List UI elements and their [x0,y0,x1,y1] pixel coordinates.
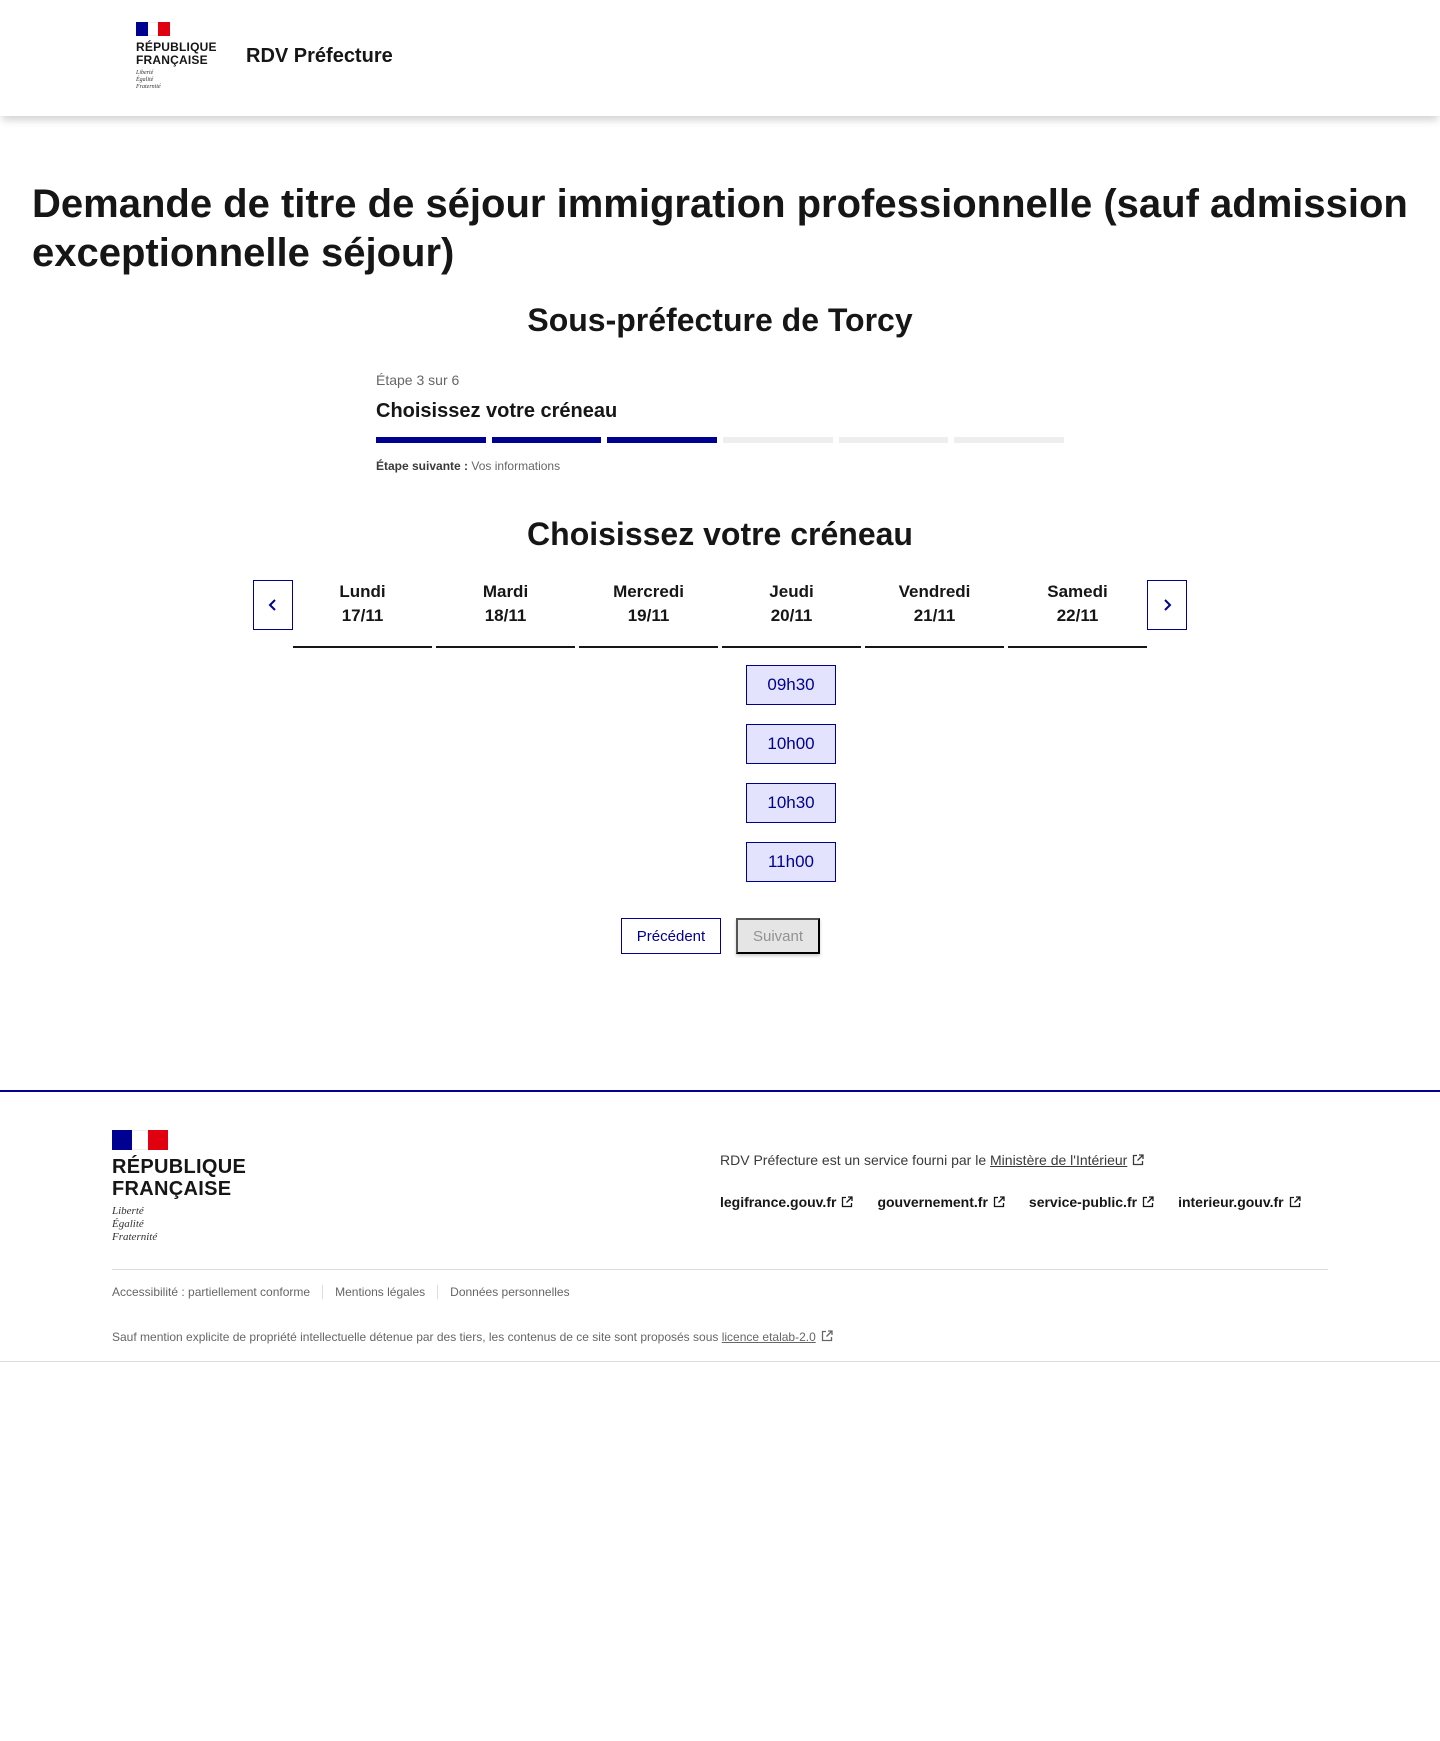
external-link-icon [1289,1196,1301,1208]
footer-license [112,1330,833,1344]
step-bar-1 [376,437,486,443]
next-step-info [376,459,1064,473]
external-link-icon [1142,1196,1154,1208]
day-date: 19/11 [627,606,670,625]
french-flag-icon [136,22,170,36]
prefecture-subtitle: Sous-préfecture de Torcy [527,302,913,338]
time-slot-button[interactable]: 11h00 [746,842,836,882]
external-link-icon [993,1196,1005,1208]
logo-motto: Liberté Égalité Fraternité [136,70,161,90]
footer-logo-text: RÉPUBLIQUE FRANÇAISE [112,1156,247,1200]
footer-link-gouvernement[interactable]: gouvernement.fr [877,1194,1004,1210]
footer-links [720,1194,1301,1210]
day-date: 20/11 [770,606,813,625]
service-title[interactable]: RDV Préfecture [246,45,393,67]
logo-text: RÉPUBLIQUE FRANÇAISE [136,40,217,67]
republique-francaise-logo[interactable] [136,22,216,91]
step-title: Choisissez votre créneau [376,400,618,422]
page-title: Demande de titre de séjour immigration professionnelle (sauf admission exceptionnelle séjour) [32,182,1408,275]
footer-link-interieur[interactable]: interieur.gouv.fr [1178,1194,1301,1210]
day-underline [436,646,575,648]
step-bar-4 [723,437,833,443]
footer-description-text: RDV Préfecture est un service fourni par le [720,1152,987,1168]
day-name: Jeudi [769,582,814,601]
footer-logo[interactable] [112,1130,246,1244]
day-column-samedi [1008,580,1147,628]
next-week-button[interactable] [1147,580,1187,630]
footer-link-legifrance[interactable]: legifrance.gouv.fr [720,1194,853,1210]
footer-divider [112,1269,1328,1270]
day-underline [293,646,432,648]
previous-button[interactable]: Précédent [621,918,721,954]
day-name: Mercredi [613,582,684,601]
accessibility-link[interactable]: Accessibilité : partiellement conforme [112,1285,311,1299]
next-step-label: Étape suivante : [376,459,469,473]
stepper [376,372,1064,473]
day-column-jeudi [722,580,861,628]
legal-notice-link[interactable]: Mentions légales [322,1285,437,1299]
day-name: Lundi [339,582,386,601]
day-name: Vendredi [898,582,971,601]
day-underline [579,646,718,648]
license-link[interactable]: licence etalab-2.0 [722,1330,833,1344]
day-name: Mardi [482,582,529,601]
day-column-mardi [436,580,575,628]
step-count: Étape 3 sur 6 [376,372,460,388]
day-date: 17/11 [341,606,384,625]
day-column-mercredi [579,580,718,628]
day-underline [865,646,1004,648]
previous-week-button[interactable] [253,580,293,630]
next-button[interactable]: Suivant [736,918,820,954]
day-date: 22/11 [1056,606,1099,625]
external-link-icon [841,1196,853,1208]
step-progress [376,437,1064,443]
external-link-icon [821,1330,833,1342]
time-slot-button[interactable]: 09h30 [746,665,836,705]
day-column-lundi [293,580,432,628]
ministry-link[interactable]: Ministère de l'Intérieur [990,1152,1144,1168]
step-bar-5 [839,437,949,443]
step-bar-6 [954,437,1064,443]
next-step-value: Vos informations [471,459,561,473]
day-underline [1008,646,1147,648]
step-bar-3 [607,437,717,443]
site-header [0,0,1440,116]
footer-description [720,1152,1144,1168]
day-date: 18/11 [484,606,527,625]
day-date: 21/11 [913,606,956,625]
license-text: Sauf mention explicite de propriété intellectuelle détenue par des tiers, les contenus de ce site sont proposés sous [112,1330,719,1344]
chevron-left-icon [266,598,280,612]
time-slot-button[interactable]: 10h30 [746,783,836,823]
footer-logo-motto: Liberté Égalité Fraternité [112,1205,158,1243]
day-column-vendredi [865,580,1004,628]
day-underline [722,646,861,648]
personal-data-link[interactable]: Données personnelles [437,1285,581,1299]
external-link-icon [1132,1154,1144,1166]
site-footer [0,1090,1440,1362]
chevron-right-icon [1160,598,1174,612]
french-flag-icon [112,1130,168,1150]
footer-bottom-links [112,1285,582,1299]
time-slot-button[interactable]: 10h00 [746,724,836,764]
footer-link-service-public[interactable]: service-public.fr [1029,1194,1154,1210]
step-bar-2 [492,437,602,443]
calendar-title: Choisissez votre créneau [527,516,913,552]
day-name: Samedi [1047,582,1108,601]
